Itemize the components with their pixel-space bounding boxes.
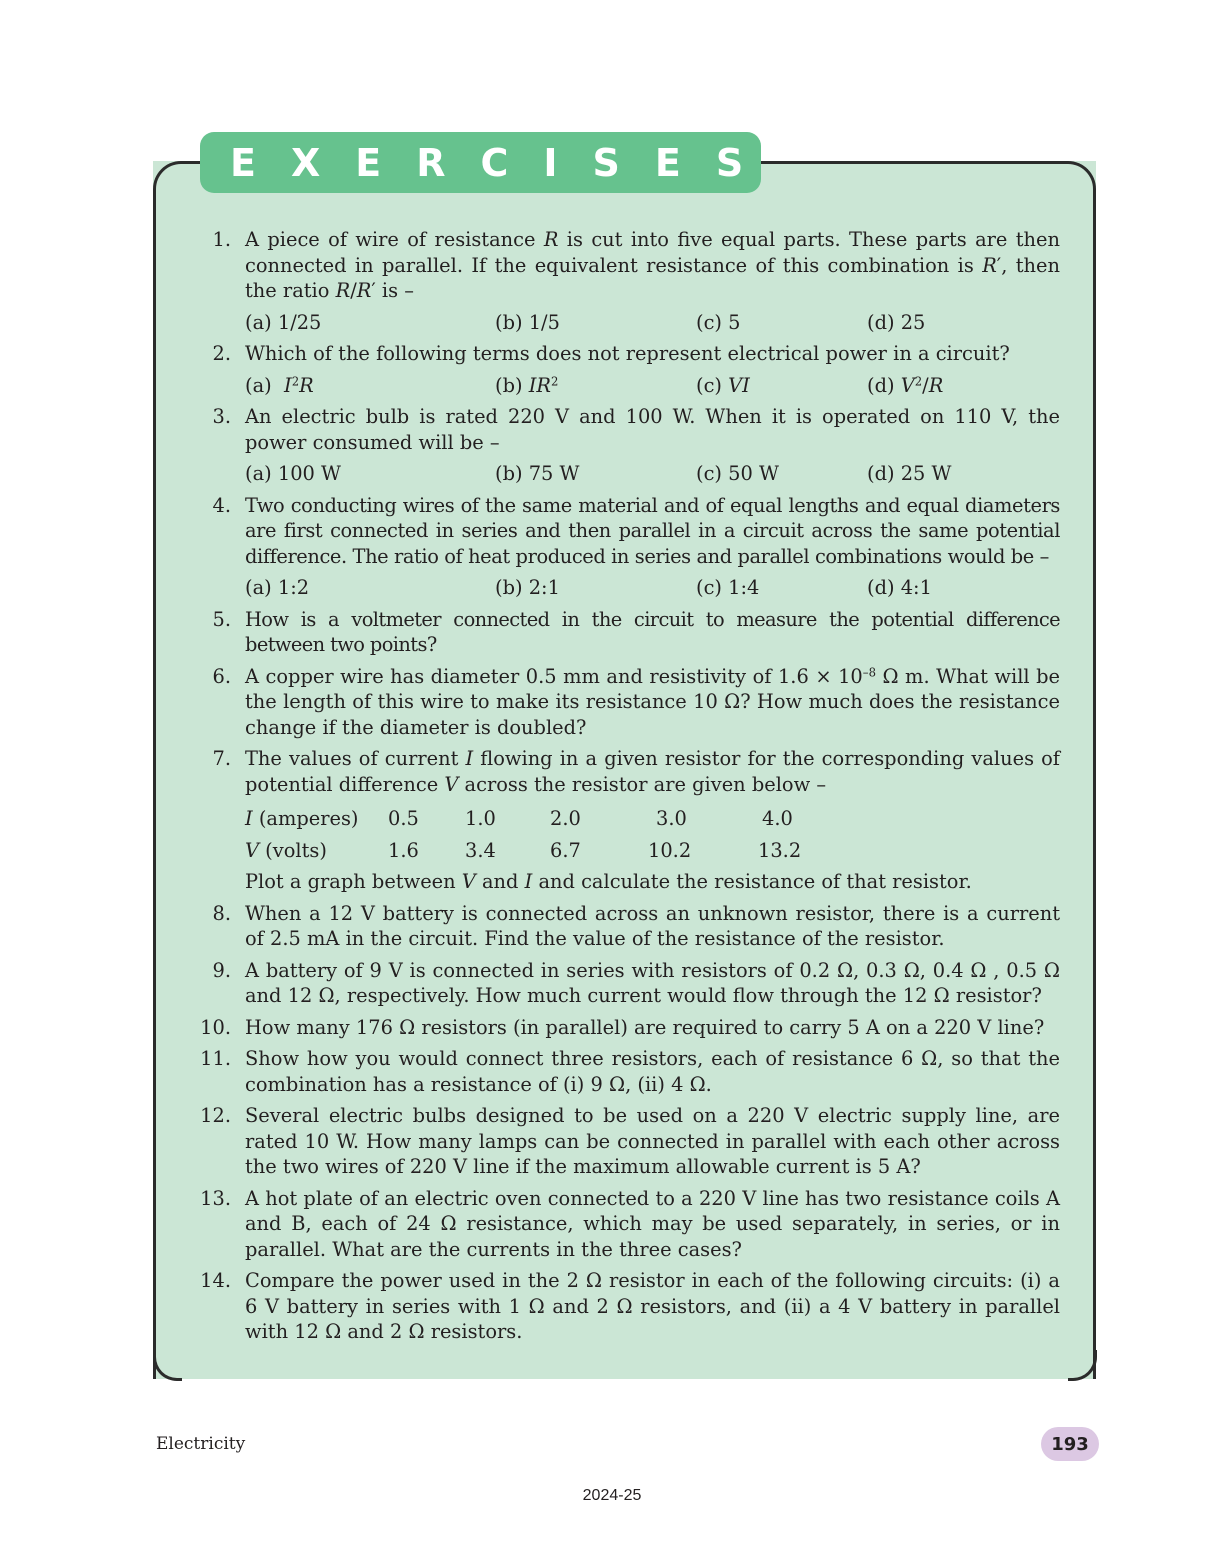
question-number: 3. (212, 405, 231, 428)
question-5 (196, 607, 1060, 658)
question-9 (196, 958, 1060, 1009)
data-table (245, 803, 1060, 867)
question-8 (196, 901, 1060, 952)
table-cell: 0.5 (388, 807, 419, 831)
question-3 (196, 404, 1060, 487)
option-b: (b) $IR^2$ (495, 373, 559, 397)
option-a: (a) 100 W (245, 462, 341, 485)
question-text: How is a voltmeter connected in the circuit to measure the potential difference between two points? (245, 607, 1060, 656)
question-number: 4. (212, 493, 231, 517)
table-cell: 1.6 (388, 839, 419, 863)
question-10 (196, 1015, 1060, 1041)
table-cell: 2.0 (550, 807, 581, 831)
page-number-badge (1041, 1427, 1099, 1461)
option-d: (d) 4:1 (867, 576, 932, 599)
question-number: 7. (212, 747, 231, 770)
option-c: (c) 5 (696, 310, 741, 334)
question-11 (196, 1046, 1060, 1097)
question-4 (196, 493, 1060, 601)
question-list (196, 227, 1060, 1351)
academic-year: 2024-25 (582, 1487, 642, 1504)
option-c: (c) VI (696, 373, 750, 397)
table-row-voltage (245, 835, 1060, 867)
option-a: (a) $I^2R$ (245, 373, 314, 397)
option-b: (b) 75 W (495, 462, 580, 485)
table-cell: 1.0 (465, 807, 496, 831)
question-number: 8. (212, 901, 231, 925)
option-c: (c) 50 W (696, 462, 779, 485)
question-number: 9. (212, 958, 231, 982)
question-text: Several electric bulbs designed to be used on a 220 V electric supply line, are rated 10 W. How many lamps can be connected in parallel with each other across the two wires of 220 V line if the maximum allowable current is 5 A? (245, 1104, 1060, 1178)
table-cell: 4.0 (762, 807, 793, 831)
question-text: Show how you would connect three resistors, each of resistance 6 Ω, so that the combination has a resistance of (i) 9 Ω, (ii) 4 Ω. (245, 1047, 1060, 1096)
question-2 (196, 341, 1060, 398)
row-label: I (amperes) (245, 807, 359, 831)
question-number: 12. (200, 1104, 231, 1127)
question-text: An electric bulb is rated 220 V and 100 W. When it is operated on 110 V, the power consumed will be – (245, 405, 1060, 454)
table-cell: 6.7 (550, 839, 581, 863)
question-text: How many 176 Ω resistors (in parallel) are required to carry 5 A on a 220 V line? (245, 1015, 1045, 1039)
table-cell: 3.0 (656, 807, 687, 831)
table-row-current (245, 803, 1060, 835)
option-b: (b) 2:1 (495, 576, 560, 599)
exercises-banner (200, 132, 779, 193)
option-b: (b) 1/5 (495, 310, 560, 334)
option-d: (d) $V^2/R$ (867, 373, 944, 397)
question-number: 11. (200, 1047, 231, 1070)
question-text: When a 12 V battery is connected across an unknown resistor, there is a current of 2.5 mA in the circuit. Find the value of the resistance of the resistor. (245, 901, 1060, 950)
question-text: A piece of wire of resistance R is cut into five equal parts. These parts are then connected in parallel. If the equivalent resistance of this combination is R′, then the ratio R/R′ is – (245, 228, 1060, 302)
question-13 (196, 1186, 1060, 1263)
question-number: 13. (200, 1186, 231, 1210)
options-row (245, 310, 1060, 336)
question-text: Two conducting wires of the same material and of equal lengths and equal diameters are first connected in series and then parallel in a circuit across the same potential difference. The ratio of heat produced in series and parallel combinations would be – (245, 493, 1060, 568)
table-cell: 10.2 (648, 839, 692, 863)
question-number: 10. (200, 1015, 231, 1039)
question-12 (196, 1103, 1060, 1180)
option-a: (a) 1:2 (245, 576, 310, 599)
question-text: Which of the following terms does not represent electrical power in a circuit? (245, 342, 1010, 365)
question-text: The values of current I flowing in a given resistor for the corresponding values of potential difference V across the resistor are given below – (245, 747, 1060, 796)
question-text: A hot plate of an electric oven connected to a 220 V line has two resistance coils A and B, each of 24 Ω resistance, which may be used separately, in series, or in parallel. What are the currents in the three cases? (245, 1186, 1060, 1261)
question-14 (196, 1268, 1060, 1345)
question-text: Compare the power used in the 2 Ω resistor in each of the following circuits: (i) a 6 V battery in series with 1 Ω and 2 Ω resistors, and (ii) a 4 V battery in parallel with 12 Ω and 2 Ω resistors. (245, 1269, 1060, 1343)
question-7 (196, 746, 1060, 895)
question-1 (196, 227, 1060, 335)
question-number: 1. (212, 228, 231, 251)
option-a: (a) 1/25 (245, 310, 322, 334)
option-d: (d) 25 W (867, 462, 952, 485)
question-number: 14. (200, 1269, 231, 1292)
chapter-name: Electricity (156, 1434, 246, 1454)
question-number: 6. (212, 664, 231, 688)
question-6 (196, 664, 1060, 741)
question-instruction: Plot a graph between V and I and calculate the resistance of that resistor. (245, 870, 972, 893)
question-text: A copper wire has diameter 0.5 mm and resistivity of $1.6 \times 10^{-8}$ Ω m. What will be the length of this wire to make its resistance 10 Ω? How much does the resistance change if the diameter is doubled? (245, 664, 1060, 739)
options-row (245, 575, 1060, 601)
banner-title: EXERCISES (230, 140, 779, 185)
options-row (245, 373, 1060, 399)
options-row (245, 461, 1060, 487)
question-number: 2. (212, 342, 231, 365)
row-label: V (volts) (245, 839, 327, 863)
option-c: (c) 1:4 (696, 576, 760, 599)
page-number: 193 (1051, 1433, 1089, 1455)
option-d: (d) 25 (867, 310, 926, 334)
question-number: 5. (212, 607, 231, 631)
table-cell: 3.4 (465, 839, 496, 863)
question-text: A battery of 9 V is connected in series with resistors of 0.2 Ω, 0.3 Ω, 0.4 Ω , 0.5 Ω and 12 Ω, respectively. How much current would flow through the 12 Ω resistor? (245, 958, 1060, 1007)
table-cell: 13.2 (758, 839, 802, 863)
